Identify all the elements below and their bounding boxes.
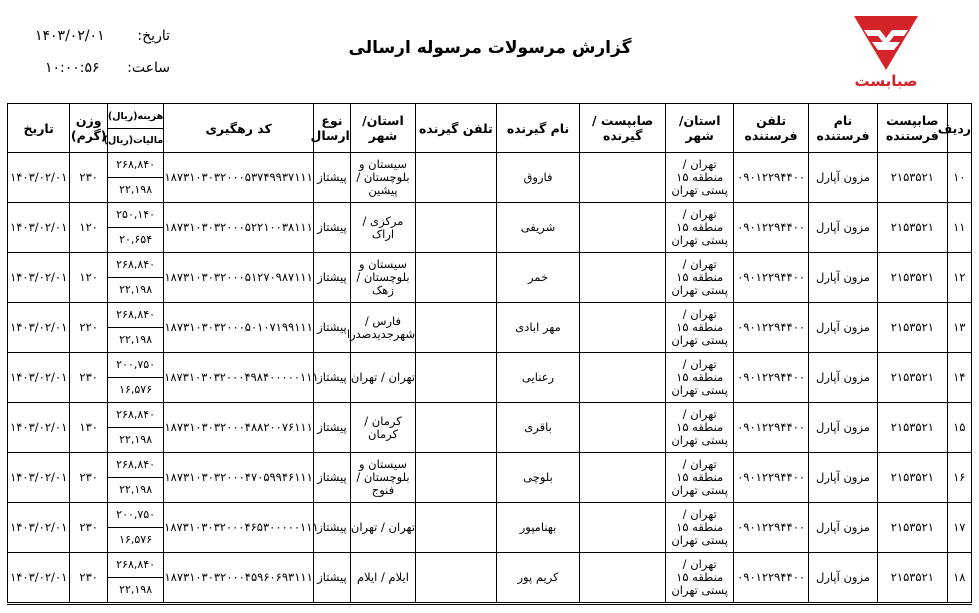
cell-sender-name: مزون آپارل bbox=[808, 153, 877, 203]
tax-value: ۲۲,۱۹۸ bbox=[119, 433, 153, 446]
table-row bbox=[8, 153, 972, 203]
cell-receiver-name: رعنایی bbox=[496, 353, 580, 403]
cell-sender-name: مزون آپارل bbox=[808, 403, 877, 453]
cell-sender-code: ۲۱۵۳۵۲۱ bbox=[878, 503, 947, 553]
cell-sender-code: ۲۱۵۳۵۲۱ bbox=[878, 553, 947, 603]
cell-receiver-name: کریم پور bbox=[496, 553, 580, 603]
cell-receiver-name: باقری bbox=[496, 403, 580, 453]
cell-sender-city: تهران / منطقه ۱۵ پستی تهران bbox=[666, 153, 734, 203]
cell-sender-code: ۲۱۵۳۵۲۱ bbox=[878, 253, 947, 303]
cell-sender-code: ۲۱۵۳۵۲۱ bbox=[878, 353, 947, 403]
cell-weight: ۲۳۰ bbox=[70, 353, 108, 403]
col-receiver-city: استان/ شهر bbox=[350, 104, 415, 153]
cell-sender-city: تهران / منطقه ۱۵ پستی تهران bbox=[666, 403, 734, 453]
table-header-row bbox=[8, 104, 972, 153]
cell-receiver-code bbox=[580, 153, 666, 203]
tax-value: ۲۰,۶۵۴ bbox=[119, 233, 153, 246]
cell-fee-tax bbox=[108, 203, 164, 253]
tax-value: ۱۶,۵۷۶ bbox=[119, 383, 153, 396]
cell-sender-city: تهران / منطقه ۱۵ پستی تهران bbox=[666, 453, 734, 503]
cell-row: ۱۶ bbox=[947, 453, 971, 503]
cell-fee-tax bbox=[108, 153, 164, 203]
col-receiver-name: نام گیرنده bbox=[496, 104, 580, 153]
cell-receiver-phone bbox=[416, 203, 497, 253]
cell-send-type: پیشتاز bbox=[314, 503, 351, 553]
cell-receiver-phone bbox=[416, 253, 497, 303]
cell-sender-city: تهران / منطقه ۱۵ پستی تهران bbox=[666, 553, 734, 603]
cell-sender-city: تهران / منطقه ۱۵ پستی تهران bbox=[666, 503, 734, 553]
tax-value: ۲۲,۱۹۸ bbox=[119, 483, 153, 496]
cell-fee-tax bbox=[108, 303, 164, 353]
cell-sender-code: ۲۱۵۳۵۲۱ bbox=[878, 403, 947, 453]
cell-receiver-city: فارس / شهرجدیدصدرا bbox=[350, 303, 415, 353]
col-send-type: نوع ارسال bbox=[314, 104, 351, 153]
cell-date: ۱۴۰۳/۰۲/۰۱ bbox=[8, 403, 70, 453]
cell-send-type: پیشتاز bbox=[314, 253, 351, 303]
cell-tracking: ۱۸۷۳۱۰۳۰۳۲۰۰۰۵۳۷۴۹۹۳۷۱۱۱ bbox=[164, 153, 314, 203]
cell-tracking: ۱۸۷۳۱۰۳۰۳۲۰۰۰۴۶۵۳۰۰۰۰۰۱۱۱ bbox=[164, 503, 314, 553]
cell-tracking: ۱۸۷۳۱۰۳۰۳۲۰۰۰۴۹۸۴۰۰۰۰۰۱۱۱ bbox=[164, 353, 314, 403]
cell-fee-tax bbox=[108, 403, 164, 453]
cell-row: ۱۵ bbox=[947, 403, 971, 453]
cell-sender-phone: ۰۹۰۱۲۲۹۴۴۰۰ bbox=[734, 253, 808, 303]
col-date: تاریخ bbox=[8, 104, 70, 153]
col-sender-code: صابپست فرستنده bbox=[878, 104, 947, 153]
cell-weight: ۲۲۰ bbox=[70, 303, 108, 353]
tax-value: ۲۲,۱۹۸ bbox=[119, 333, 153, 346]
cell-row: ۱۱ bbox=[947, 203, 971, 253]
cell-receiver-phone bbox=[416, 353, 497, 403]
wing-logo-icon bbox=[850, 12, 922, 72]
cell-row: ۱۰ bbox=[947, 153, 971, 203]
cell-sender-name: مزون آپارل bbox=[808, 353, 877, 403]
table-row bbox=[8, 553, 972, 603]
table-row bbox=[8, 253, 972, 303]
cell-sender-code: ۲۱۵۳۵۲۱ bbox=[878, 453, 947, 503]
cell-sender-code: ۲۱۵۳۵۲۱ bbox=[878, 203, 947, 253]
cell-sender-name: مزون آپارل bbox=[808, 203, 877, 253]
cell-send-type: پیشتاز bbox=[314, 203, 351, 253]
cell-receiver-phone bbox=[416, 403, 497, 453]
cell-sender-phone: ۰۹۰۱۲۲۹۴۴۰۰ bbox=[734, 553, 808, 603]
cell-weight: ۲۳۰ bbox=[70, 503, 108, 553]
cell-sender-city: تهران / منطقه ۱۵ پستی تهران bbox=[666, 303, 734, 353]
cell-row: ۱۸ bbox=[947, 553, 971, 603]
table-row bbox=[8, 303, 972, 353]
shipments-table bbox=[7, 103, 972, 603]
company-logo bbox=[850, 12, 922, 102]
cell-date: ۱۴۰۳/۰۲/۰۱ bbox=[8, 453, 70, 503]
fee-value: ۲۰۰,۷۵۰ bbox=[108, 353, 163, 378]
cell-tracking: ۱۸۷۳۱۰۳۰۳۲۰۰۰۵۲۲۱۰۰۳۸۱۱۱ bbox=[164, 203, 314, 253]
cell-receiver-phone bbox=[416, 153, 497, 203]
cell-sender-phone: ۰۹۰۱۲۲۹۴۴۰۰ bbox=[734, 503, 808, 553]
cell-receiver-city: تهران / تهران bbox=[350, 353, 415, 403]
cell-date: ۱۴۰۳/۰۲/۰۱ bbox=[8, 253, 70, 303]
cell-receiver-name: بلوچی bbox=[496, 453, 580, 503]
cell-tracking: ۱۸۷۳۱۰۳۰۳۲۰۰۰۵۰۱۰۷۱۹۹۱۱۱ bbox=[164, 303, 314, 353]
cell-receiver-code bbox=[580, 303, 666, 353]
fee-value: ۲۶۸,۸۴۰ bbox=[108, 453, 163, 478]
col-sender-name: نام فرستنده bbox=[808, 104, 877, 153]
logo-wordmark: صبابست bbox=[854, 72, 918, 90]
cell-receiver-name: خمر bbox=[496, 253, 580, 303]
cell-receiver-phone bbox=[416, 453, 497, 503]
time-value: ۱۰:۰۰:۵۶ bbox=[45, 60, 100, 76]
col-receiver-code: صابپست /گیرنده bbox=[580, 104, 666, 153]
fee-value: ۲۶۸,۸۴۰ bbox=[108, 403, 163, 428]
cell-tracking: ۱۸۷۳۱۰۳۰۳۲۰۰۰۴۸۸۲۰۰۷۶۱۱۱ bbox=[164, 403, 314, 453]
cell-receiver-code bbox=[580, 203, 666, 253]
cell-receiver-city: مرکزی / اراک bbox=[350, 203, 415, 253]
tax-value: ۲۲,۱۹۸ bbox=[119, 583, 153, 596]
cell-fee-tax bbox=[108, 553, 164, 603]
cell-weight: ۱۲۰ bbox=[70, 253, 108, 303]
cell-row: ۱۳ bbox=[947, 303, 971, 353]
cell-sender-name: مزون آپارل bbox=[808, 253, 877, 303]
col-weight: وزن (گرم) bbox=[70, 104, 108, 153]
cell-sender-name: مزون آپارل bbox=[808, 303, 877, 353]
cell-sender-city: تهران / منطقه ۱۵ پستی تهران bbox=[666, 253, 734, 303]
cell-sender-phone: ۰۹۰۱۲۲۹۴۴۰۰ bbox=[734, 203, 808, 253]
cell-fee-tax bbox=[108, 503, 164, 553]
tax-value: ۲۲,۱۹۸ bbox=[119, 283, 153, 296]
cell-receiver-phone bbox=[416, 303, 497, 353]
fee-value: ۲۶۸,۸۴۰ bbox=[108, 153, 163, 178]
table-row bbox=[8, 503, 972, 553]
table-row bbox=[8, 203, 972, 253]
cell-send-type: پیشتاز bbox=[314, 453, 351, 503]
cell-fee-tax bbox=[108, 353, 164, 403]
cell-receiver-city: تهران / تهران bbox=[350, 503, 415, 553]
cell-fee-tax bbox=[108, 453, 164, 503]
fee-value: ۲۶۸,۸۴۰ bbox=[108, 303, 163, 328]
cell-sender-phone: ۰۹۰۱۲۲۹۴۴۰۰ bbox=[734, 353, 808, 403]
col-fee-tax bbox=[103, 104, 164, 153]
bottom-divider bbox=[7, 604, 972, 605]
cell-weight: ۱۳۰ bbox=[70, 403, 108, 453]
cell-weight: ۲۳۰ bbox=[70, 153, 108, 203]
fee-value: ۲۵۰,۱۴۰ bbox=[108, 203, 163, 228]
cell-receiver-name: شریفی bbox=[496, 203, 580, 253]
tax-value: ۱۶,۵۷۶ bbox=[119, 533, 153, 546]
cell-send-type: پیشتاز bbox=[314, 303, 351, 353]
cell-sender-name: مزون آپارل bbox=[808, 553, 877, 603]
cell-send-type: پیشتاز bbox=[314, 403, 351, 453]
table-row bbox=[8, 403, 972, 453]
cell-date: ۱۴۰۳/۰۲/۰۱ bbox=[8, 353, 70, 403]
cell-date: ۱۴۰۳/۰۲/۰۱ bbox=[8, 553, 70, 603]
cell-receiver-code bbox=[580, 453, 666, 503]
cell-receiver-code bbox=[580, 553, 666, 603]
cell-row: ۱۴ bbox=[947, 353, 971, 403]
cell-fee-tax bbox=[108, 253, 164, 303]
col-sender-city: استان/ شهر bbox=[666, 104, 734, 153]
date-value: ۱۴۰۳/۰۲/۰۱ bbox=[35, 28, 105, 44]
cell-date: ۱۴۰۳/۰۲/۰۱ bbox=[8, 303, 70, 353]
col-tax: مالیات(ریال) bbox=[103, 134, 164, 146]
cell-date: ۱۴۰۳/۰۲/۰۱ bbox=[8, 203, 70, 253]
table-body bbox=[8, 153, 972, 603]
cell-receiver-name: مهر ابادی bbox=[496, 303, 580, 353]
cell-receiver-city: کرمان / کرمان bbox=[350, 403, 415, 453]
cell-send-type: پیشتاز bbox=[314, 353, 351, 403]
col-sender-phone: تلفن فرستنده bbox=[734, 104, 808, 153]
cell-receiver-city: سیستان و بلوچستان / زهک bbox=[350, 253, 415, 303]
time-label: ساعت: bbox=[127, 60, 170, 76]
cell-sender-phone: ۰۹۰۱۲۲۹۴۴۰۰ bbox=[734, 303, 808, 353]
cell-sender-phone: ۰۹۰۱۲۲۹۴۴۰۰ bbox=[734, 453, 808, 503]
cell-send-type: پیشتاز bbox=[314, 153, 351, 203]
cell-row: ۱۲ bbox=[947, 253, 971, 303]
cell-tracking: ۱۸۷۳۱۰۳۰۳۲۰۰۰۴۷۰۵۹۹۴۶۱۱۱ bbox=[164, 453, 314, 503]
cell-receiver-name: فاروق bbox=[496, 153, 580, 203]
cell-receiver-city: سیستان و بلوچستان / پیشین bbox=[350, 153, 415, 203]
cell-sender-city: تهران / منطقه ۱۵ پستی تهران bbox=[666, 353, 734, 403]
cell-send-type: پیشتاز bbox=[314, 553, 351, 603]
col-tracking: کد رهگیری bbox=[164, 104, 314, 153]
col-fee: هزینه(ریال) bbox=[108, 105, 163, 129]
cell-receiver-city: سیستان و بلوچستان / فنوج bbox=[350, 453, 415, 503]
fee-value: ۲۰۰,۷۵۰ bbox=[108, 503, 163, 528]
cell-receiver-code bbox=[580, 353, 666, 403]
cell-sender-code: ۲۱۵۳۵۲۱ bbox=[878, 153, 947, 203]
cell-tracking: ۱۸۷۳۱۰۳۰۳۲۰۰۰۴۵۹۶۰۶۹۳۱۱۱ bbox=[164, 553, 314, 603]
cell-row: ۱۷ bbox=[947, 503, 971, 553]
col-receiver-phone: تلفن گیرنده bbox=[416, 104, 497, 153]
fee-value: ۲۶۸,۸۴۰ bbox=[108, 553, 163, 578]
tax-value: ۲۲,۱۹۸ bbox=[119, 183, 153, 196]
cell-receiver-code bbox=[580, 253, 666, 303]
table-row bbox=[8, 353, 972, 403]
cell-date: ۱۴۰۳/۰۲/۰۱ bbox=[8, 153, 70, 203]
cell-date: ۱۴۰۳/۰۲/۰۱ bbox=[8, 503, 70, 553]
cell-receiver-code bbox=[580, 503, 666, 553]
cell-sender-code: ۲۱۵۳۵۲۱ bbox=[878, 303, 947, 353]
cell-sender-name: مزون آپارل bbox=[808, 453, 877, 503]
cell-sender-phone: ۰۹۰۱۲۲۹۴۴۰۰ bbox=[734, 403, 808, 453]
fee-value: ۲۶۸,۸۴۰ bbox=[108, 253, 163, 278]
date-label: تاریخ: bbox=[137, 28, 170, 44]
cell-receiver-city: ایلام / ایلام bbox=[350, 553, 415, 603]
report-title: گزارش مرسولات مرسوله ارسالی bbox=[348, 38, 632, 58]
cell-sender-name: مزون آپارل bbox=[808, 503, 877, 553]
cell-weight: ۱۲۰ bbox=[70, 203, 108, 253]
table-row bbox=[8, 453, 972, 503]
cell-sender-phone: ۰۹۰۱۲۲۹۴۴۰۰ bbox=[734, 153, 808, 203]
cell-sender-city: تهران / منطقه ۱۵ پستی تهران bbox=[666, 203, 734, 253]
col-row: ردیف bbox=[947, 104, 971, 153]
cell-weight: ۲۳۰ bbox=[70, 453, 108, 503]
cell-receiver-code bbox=[580, 403, 666, 453]
cell-receiver-phone bbox=[416, 553, 497, 603]
cell-receiver-name: بهنامپور bbox=[496, 503, 580, 553]
cell-weight: ۲۳۰ bbox=[70, 553, 108, 603]
cell-tracking: ۱۸۷۳۱۰۳۰۳۲۰۰۰۵۱۲۷۰۹۸۷۱۱۱ bbox=[164, 253, 314, 303]
report-header bbox=[0, 0, 979, 103]
cell-receiver-phone bbox=[416, 503, 497, 553]
